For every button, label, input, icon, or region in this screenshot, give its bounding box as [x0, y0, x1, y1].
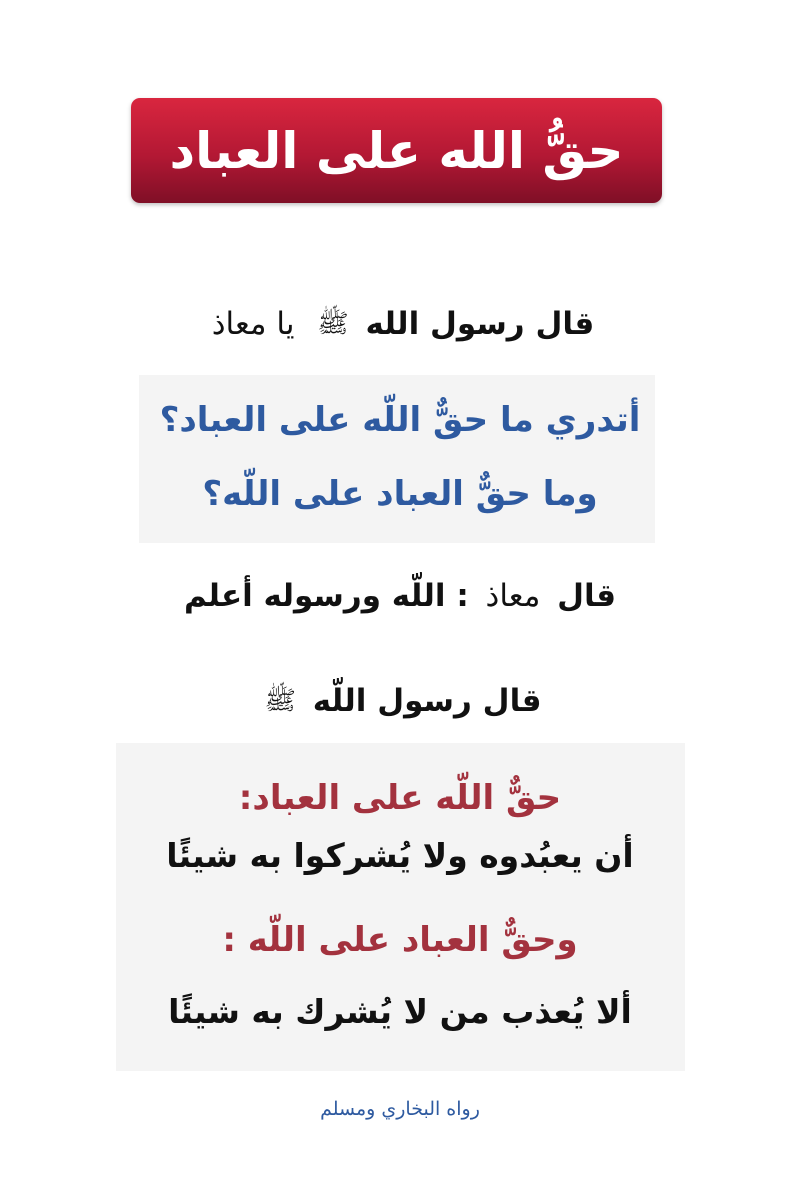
muadh-answer: اللّه ورسوله أعلم: [183, 578, 446, 614]
source-citation: رواه البخاري ومسلم: [320, 1098, 480, 1120]
muadh-reply-line: [0, 578, 800, 614]
intro-call: يا معاذ: [211, 306, 295, 342]
prophet-salutation-seal: ﷺ: [264, 685, 296, 716]
intro-said: قال رسول الله: [365, 306, 595, 342]
muadh-colon: :: [456, 578, 469, 614]
answer-heading-1: حقٌّ اللّه على العباد:: [238, 778, 562, 818]
muadh-said: قال: [557, 578, 616, 614]
answer-heading-2: وحقٌّ العباد على اللّه :: [222, 920, 578, 960]
title-banner: [131, 98, 662, 203]
prophet-said: قال رسول اللّه: [312, 683, 542, 719]
question-line-2: وما حقٌّ العباد على اللّه؟: [202, 474, 598, 514]
page-title: حقُّ الله على العباد: [169, 121, 624, 180]
answer-text-1: أن يعبُدوه ولا يُشركوا به شيئًا: [166, 836, 634, 875]
salutation-seal: ﷺ: [317, 308, 349, 339]
intro-line: [0, 306, 800, 345]
muadh-name: معاذ: [485, 578, 541, 614]
question-line-1: أتدري ما حقٌّ اللّه على العباد؟: [159, 400, 641, 440]
answer-text-2: ألا يُعذب من لا يُشرك به شيئًا: [168, 992, 632, 1031]
prophet-said-line: [0, 683, 800, 722]
